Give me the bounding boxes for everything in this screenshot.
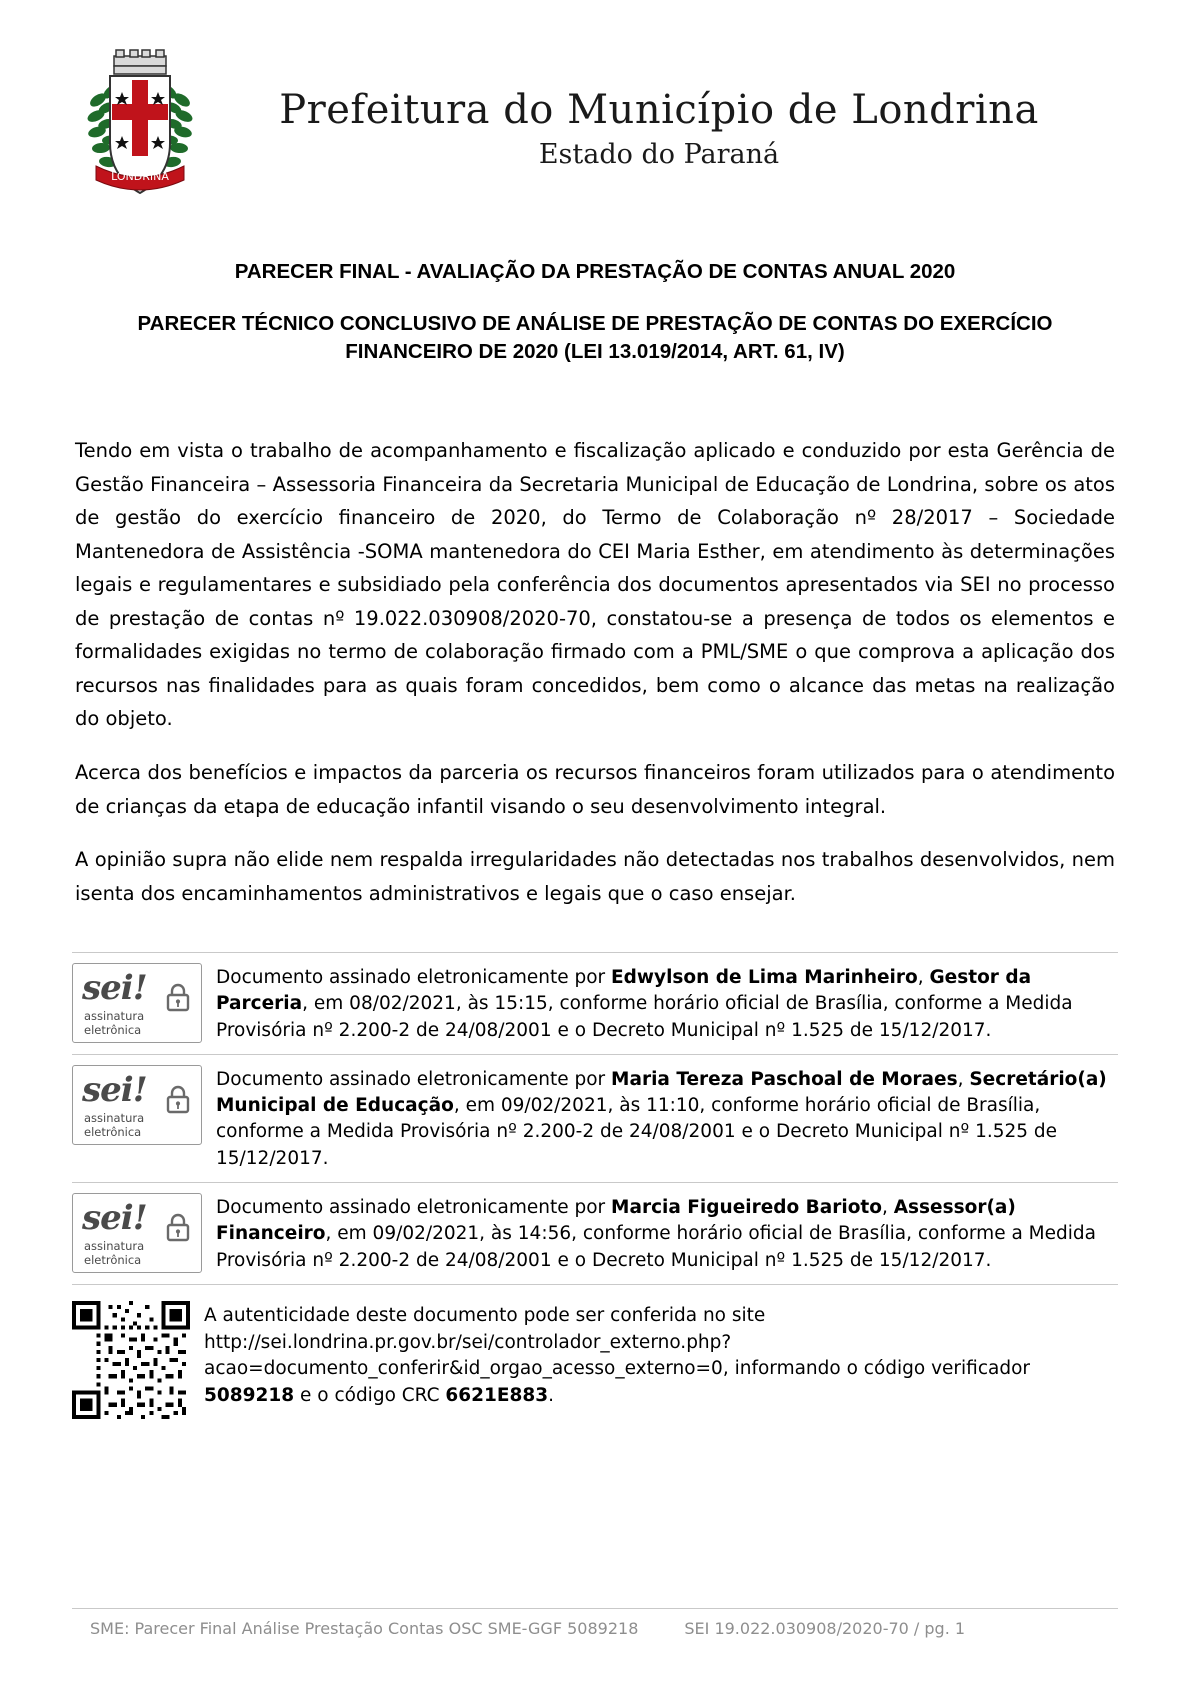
organization-subtitle: Estado do Paraná bbox=[538, 138, 780, 170]
sei-stamp-line2: eletrônica bbox=[84, 1124, 142, 1139]
sei-stamp-line1: assinatura bbox=[84, 1239, 145, 1253]
paragraph-3: A opinião supra não elide nem respalda irregularidades não detectadas nos trabalhos desenvolvidos, nem isenta dos encaminhamentos administrativos e legais que o caso ensejar. bbox=[75, 848, 1115, 905]
signer-role: Secretário(a) Municipal de Educação bbox=[216, 1068, 1107, 1117]
signer-name: Maria Tereza Paschoal de Moraes bbox=[611, 1068, 958, 1090]
signer-role: Assessor(a) Financeiro bbox=[216, 1197, 1016, 1245]
page-title: PARECER FINAL - AVALIAÇÃO DA PRESTAÇÃO DE CONTAS ANUAL 2020 bbox=[234, 260, 956, 283]
document-body bbox=[0, 434, 1190, 910]
signature-block bbox=[72, 1182, 1118, 1285]
padlock-icon bbox=[165, 982, 191, 1012]
title-section bbox=[0, 258, 1190, 366]
signature-prefix: Documento assinado eletronicamente por bbox=[216, 967, 612, 989]
sei-electronic-signature-icon bbox=[72, 963, 202, 1043]
sei-electronic-signature-icon bbox=[72, 1193, 202, 1273]
authenticity-line1: A autenticidade deste documento pode ser conferida no site bbox=[204, 1304, 766, 1326]
paragraph-2: Acerca dos benefícios e impactos da parceria os recursos financeiros foram utilizados para o atendimento de crianças da etapa de educação infantil visando o seu desenvolvimento integral. bbox=[75, 761, 1115, 818]
signature-prefix: Documento assinado eletronicamente por bbox=[216, 1068, 612, 1090]
signature-suffix: , em 09/02/2021, às 14:56, conforme horário oficial de Brasília, conforme a Medida Provisória nº 2.200-2 de 24/08/2001 e o Decreto Municipal nº 1.525 de 15/12/2017. bbox=[216, 1223, 1096, 1271]
padlock-icon bbox=[165, 1084, 191, 1114]
signature-text bbox=[216, 1065, 1118, 1172]
organization-title: Prefeitura do Município de Londrina bbox=[279, 86, 1039, 133]
signature-section bbox=[0, 952, 1190, 1285]
footer-process-reference: SEI 19.022.030908/2020-70 / pg. 1 bbox=[684, 1619, 966, 1638]
signature-text bbox=[216, 963, 1118, 1044]
sei-electronic-signature-icon bbox=[72, 1065, 202, 1145]
crc-code: 6621E883 bbox=[445, 1385, 549, 1407]
sei-stamp-line1: assinatura bbox=[84, 1009, 145, 1024]
sei-logo-text: sei! bbox=[82, 968, 147, 1009]
header-text bbox=[218, 87, 1190, 170]
signature-text bbox=[216, 1193, 1118, 1274]
sei-stamp-line2: eletrônica bbox=[84, 1023, 142, 1038]
signer-name: Marcia Figueiredo Barioto bbox=[611, 1197, 882, 1218]
signature-suffix: , em 09/02/2021, às 11:10, conforme horário oficial de Brasília, conforme a Medida Provisória nº 2.200-2 de 24/08/2001 e o Decreto Municipal nº 1.525 de 15/12/2017. bbox=[216, 1095, 1058, 1169]
sei-stamp-line1: assinatura bbox=[84, 1110, 145, 1125]
verification-code: 5089218 bbox=[204, 1385, 295, 1407]
authenticity-line2-prefix: , informando o código verificador bbox=[722, 1358, 1031, 1380]
signer-name: Edwylson de Lima Marinheiro bbox=[611, 967, 918, 989]
page-footer bbox=[72, 1608, 1118, 1638]
signature-suffix: , em 08/02/2021, às 15:15, conforme horário oficial de Brasília, conforme a Medida Provisória nº 2.200-2 de 24/08/2001 e o Decreto Municipal nº 1.525 de 15/12/2017. bbox=[216, 993, 1073, 1041]
signer-role: Gestor da Parceria bbox=[216, 967, 1032, 1015]
paragraph-1: Tendo em vista o trabalho de acompanhamento e fiscalização aplicado e conduzido por esta Gerência de Gestão Financeira – Assessoria Financeira da Secretaria Municipal de Educação de Londrina, sobre os atos de gestão do exercício financeiro de 2020, do Termo de Colaboração nº 28/2017 – Sociedade Mantenedora de Assistência -SOMA mantenedora do CEI Maria Esther, em atendimento às determinações legais e regulamentares e subsidiado pela conferência dos documentos apresentados via SEI no processo de prestação de contas nº 19.022.030908/2020-70, constatou-se a presença de todos os elementos e formalidades exigidas no termo de colaboração firmado com a PML/SME o que comprova a aplicação dos recursos nas finalidades para as quais foram concedidos, bem como o alcance das metas na realização do objeto. bbox=[75, 439, 1115, 731]
authenticity-section bbox=[0, 1285, 1190, 1419]
crest-ribbon-label: LONDRINA bbox=[111, 170, 169, 183]
signature-block bbox=[72, 952, 1118, 1054]
signature-separator: , bbox=[917, 967, 930, 989]
signature-block bbox=[72, 1054, 1118, 1182]
authenticity-line2-suffix: . bbox=[548, 1385, 555, 1407]
authenticity-line2-middle: e o código CRC bbox=[294, 1385, 446, 1407]
signature-separator: , bbox=[957, 1068, 970, 1090]
authenticity-url: http://sei.londrina.pr.gov.br/sei/controlador_externo.php?acao=documento_conferir&id_orgao_acesso_externo=0 bbox=[204, 1331, 732, 1380]
signature-prefix: Documento assinado eletronicamente por bbox=[216, 1197, 612, 1218]
padlock-icon bbox=[165, 1212, 191, 1242]
document-header bbox=[0, 0, 1190, 218]
authenticity-text bbox=[204, 1301, 1118, 1410]
page-subtitle: PARECER TÉCNICO CONCLUSIVO DE ANÁLISE DE PRESTAÇÃO DE CONTAS DO EXERCÍCIO FINANCEIRO DE 2020 (LEI 13.019/2014, ART. 61, IV) bbox=[137, 311, 1053, 363]
qr-code-icon bbox=[72, 1301, 190, 1419]
sei-logo-text: sei! bbox=[82, 1069, 147, 1110]
sei-logo-text: sei! bbox=[82, 1198, 147, 1238]
sei-stamp-line2: eletrônica bbox=[84, 1253, 142, 1267]
signature-separator: , bbox=[881, 1197, 894, 1218]
londrina-coat-of-arms-icon bbox=[80, 48, 200, 208]
footer-document-reference: SME: Parecer Final Análise Prestação Contas OSC SME-GGF 5089218 bbox=[90, 1619, 639, 1638]
